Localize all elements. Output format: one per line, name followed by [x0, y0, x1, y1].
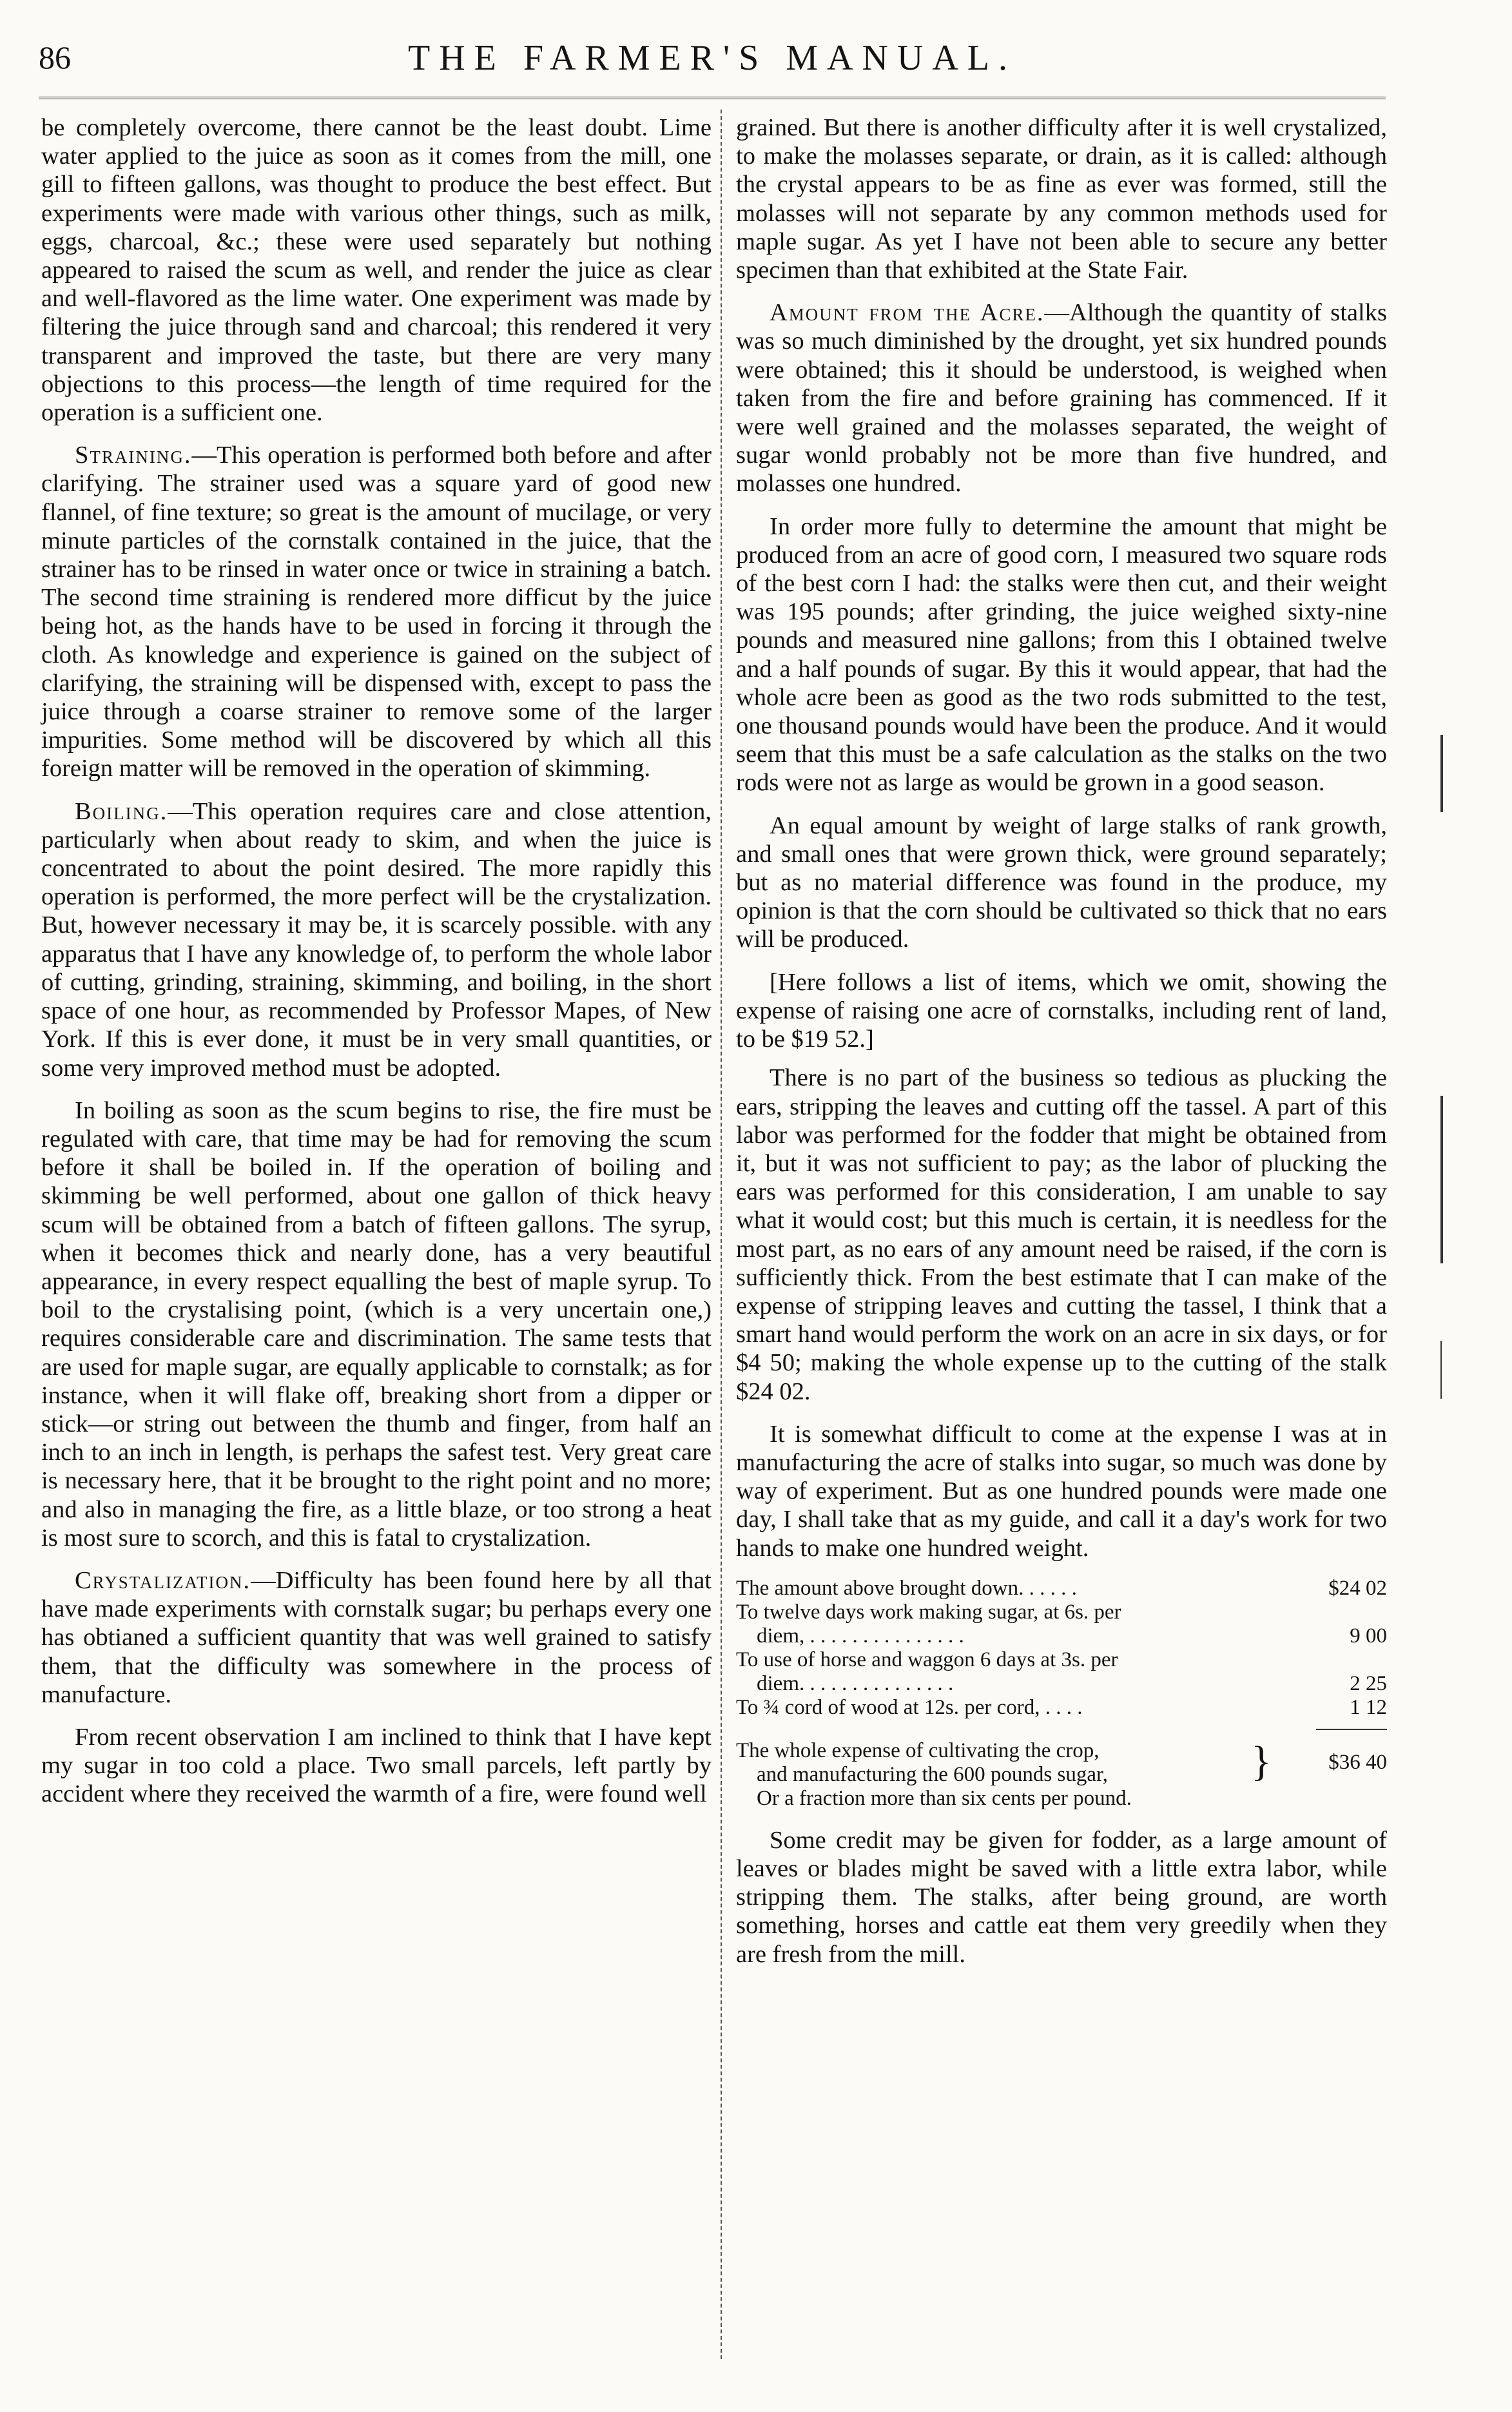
expense-desc: To ¾ cord of wood at 12s. per cord, . . . .: [736, 1695, 1083, 1719]
scan-mark: [1440, 735, 1443, 812]
left-column: [41, 113, 712, 1823]
expense-amount: 2 25: [1350, 1671, 1387, 1695]
paragraph-recent-observation: From recent observation I am inclined to think that I have kept my sugar in too cold a place. Two small parcels, left partly by accident where they received the warmth of a fire, were found well: [41, 1723, 712, 1808]
section-body-crystalization: —Difficulty has been found here by all that have made experiments with cornstalk sugar; bu perhaps every one has obtianed a sufficient quantity that was well grained to satisfy them, that the difficulty was somewhere in the process of manufacture.: [41, 1566, 712, 1708]
header-rule: [39, 97, 1386, 99]
section-body-amount: —Although the quantity of stalks was so much diminished by the drought, yet six hundred pounds were obtained; this it should be understood, is weighed when taken from the fire and before graining has commenced. If it were well grained and the molasses separated, the weight of sugar wonld probably not be more than five hundred, and molasses one hundred.: [736, 299, 1387, 498]
section-body-straining: —This operation is performed both before and after clarifying. The strainer used was a square yard of good new flannel, of fine texture; so great is the amount of mucilage, or very minute particles of the cornstalk contained in the juice, that the strainer has to be rinsed in water once or twice in straining a batch. The second time straining is rendered more difficut by the juice being hot, as the hands have to be used in forcing it through the cloth. As knowledge and experience is gained on the subject of clarifying, the straining will be dispensed with, except to pass the juice through a coarse strainer to remove some of the larger impurities. Some method will be discovered by which all this foreign matter will be removed in the operation of skimming.: [41, 442, 712, 783]
paragraph-boiling-scum: In boiling as soon as the scum begins to rise, the fire must be regulated with care, that time may be had for removing the scum before it shall be boiled in. If the operation of boiling and skimming be well performed, about one gallon of thick heavy scum will be obtained from a batch of fifteen gallons. The syrup, when it becomes thick and nearly done, has a very beautiful appearance, in every respect equalling the best of maple syrup. To boil to the crystalising point, (which is a very uncertain one,) requires considerable care and discrimination. The same tests that are used for maple sugar, are equally applicable to cornstalk; as for instance, when it will flake off, breaking short from a dipper or stick—or string out between the thumb and finger, from half an inch to an inch in length, is perhaps the safest test. Very great care is necessary here, that it be brought to the right point and no more; and also in managing the fire, as a little blaze, or too strong a heat is most sure to scorch, and this is fatal to crystalization.: [41, 1096, 712, 1551]
expense-summary: [736, 1739, 1387, 1811]
summary-total: $36 40: [1328, 1750, 1387, 1774]
expense-desc: The amount above brought down. . . . . .: [736, 1576, 1077, 1600]
paragraph-equal-amount: An equal amount by weight of large stalks of rank growth, and small ones that were grown thick, were ground separately; but as no material difference was found in the produce, my opinion is that the corn should be cultivated so thick that no ears will be produced.: [736, 812, 1387, 953]
paragraph-two-square-rods: In order more fully to determine the amount that might be produced from an acre of good corn, I measured two square rods of the best corn I had: the stalks were then cut, and their weight was 195 pounds; after grinding, the juice weighed sixty-nine pounds and measured nine gallons; from this I obtained twelve and a half pounds of sugar. By this it would appear, that had the whole acre been as good as the two rods submitted to the test, one thousand pounds would have been the produce. And it would seem that this must be a safe calculation as the stalks on the two rods were not as large as would be grown in a good season.: [736, 512, 1387, 797]
section-heading-amount: Amount from the Acre.: [770, 299, 1045, 327]
section-boiling: [41, 797, 712, 1082]
paragraph-grained: grained. But there is another difficulty after it is well crystalized, to make the molasses separate, or drain, as it is called: although the crystal appears to be as fine as ever was formed, still the molasses will not separate by any common methods used for maple sugar. As yet I have not been able to secure any better specimen than that exhibited at the State Fair.: [736, 114, 1387, 284]
expense-amount: $24 02: [1328, 1576, 1387, 1600]
scan-margin-marks: [1434, 709, 1453, 2385]
section-heading-boiling: Boiling.: [75, 797, 168, 825]
expense-row: [736, 1577, 1387, 1600]
expense-row: [736, 1648, 1387, 1696]
expense-desc: To use of horse and waggon 6 days at 3s. per diem. . . . . . . . . . . . . . .: [736, 1648, 1118, 1695]
expense-row: [736, 1696, 1387, 1720]
scan-mark: [1440, 1096, 1443, 1263]
scan-mark: [1440, 1341, 1442, 1399]
right-column: [736, 113, 1387, 1983]
paragraph-expense: It is somewhat difficult to come at the expense I was at in manufacturing the acre of stalks into sugar, so much was done by way of experiment. But as one hundred pounds were made one day, I shall take that as my guide, and call it a day's work for two hands to make one hundred weight.: [736, 1420, 1387, 1562]
expense-row: [736, 1600, 1387, 1648]
running-title: THE FARMER'S MANUAL.: [408, 38, 1016, 78]
section-body-boiling: —This operation requires care and close attention, particularly when about ready to skim, and when the juice is concentrated to about the point desired. The more rapidly this operation is performed, the more perfect will be the crystalization. But, however necessary it may be, it is scarcely possible. with any apparatus that I have any knowledge of, to perform the whole labor of cutting, grinding, straining, skimming, and boiling, in the short space of one hour, as recommended by Professor Mapes, of New York. If this is ever done, it must be in very small quantities, or some very improved method must be adopted.: [41, 797, 712, 1082]
expense-desc: To twelve days work making sugar, at 6s. per diem, . . . . . . . . . . . . . . .: [736, 1600, 1121, 1648]
section-crystalization: [41, 1566, 712, 1709]
total-rule: [1316, 1729, 1387, 1730]
page-number: 86: [39, 39, 71, 75]
column-divider: [721, 110, 722, 2359]
expense-table: [736, 1577, 1387, 1730]
editor-note: [Here follows a list of items, which we omit, showing the expense of raising one acre of cornstalks, including rent of land, to be $19 52.]: [736, 968, 1387, 1053]
paragraph-tedious: There is no part of the business so tedious as plucking the ears, stripping the leaves and cutting off the tassel. A part of this labor was performed for the fodder that might be obtained from it, but it was not sufficient to pay; as the labor of plucking the ears was performed for this consideration, I am unable to say what it would cost; but this much is certain, it is needless for the most part, as no ears of any amount need be raised, if the corn is sufficiently thick. From the best estimate that I can make of the expense of stripping leaves and cutting the tassel, I think that a smart hand would perform the work on an acre in six days, or for $4 50; making the whole expense up to the cutting of the stalk $24 02.: [736, 1064, 1387, 1405]
section-amount-from-acre: [736, 298, 1387, 498]
page-header: [39, 31, 1386, 83]
section-heading-straining: Straining.: [75, 442, 192, 469]
section-straining: [41, 441, 712, 783]
paragraph-fodder-credit: Some credit may be given for fodder, as a large amount of leaves or blades might be saved with a little extra labor, while stripping them. The stalks, after being ground, are worth something, horses and cattle eat them very greedily when they are fresh from the mill.: [736, 1826, 1387, 1968]
summary-brace: }: [1251, 1737, 1272, 1785]
expense-amount: 9 00: [1350, 1624, 1387, 1648]
expense-amount: 1 12: [1350, 1695, 1387, 1719]
summary-text: The whole expense of cultivating the crop, and manufacturing the 600 pounds sugar, Or a fraction more than six cents per pound.: [736, 1738, 1132, 1810]
paragraph-lime-water: be completely overcome, there cannot be the least doubt. Lime water applied to the juice as soon as it comes from the mill, one gill to fifteen gallons, was thought to produce the best effect. But experiments were made with various other things, such as milk, eggs, charcoal, &c.; these were used separately but nothing appeared to raised the scum as well, and render the juice as clear and well-flavored as the lime water. One experiment was made by filtering the juice through sand and charcoal; this rendered it very transparent and improved the taste, but there are very many objections to this process—the length of time required for the operation is a sufficient one.: [41, 114, 712, 427]
section-heading-crystalization: Crystalization.: [75, 1566, 251, 1594]
